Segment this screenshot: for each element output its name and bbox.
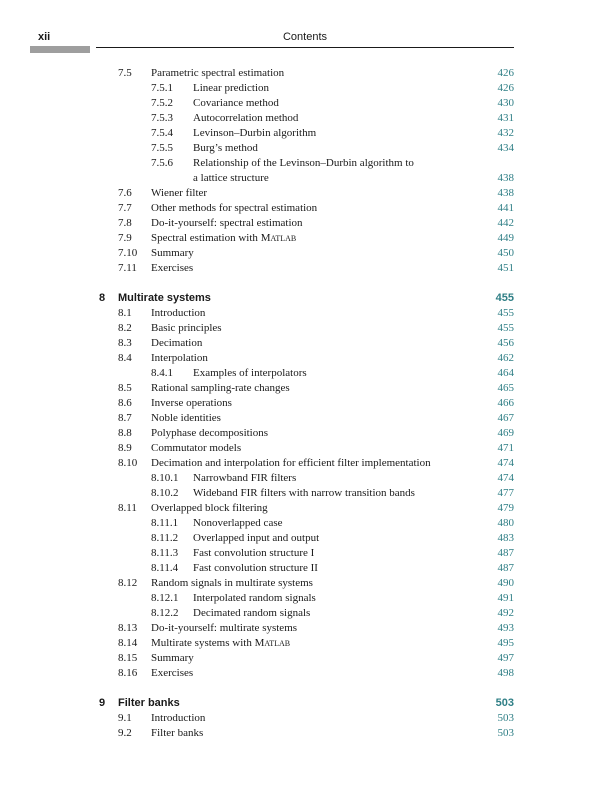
toc-entry-page: 497 xyxy=(497,652,514,664)
toc-entry-number: 8 xyxy=(99,292,106,304)
toc-entry-number: 8.16 xyxy=(118,667,138,679)
toc-entry-page: 503 xyxy=(497,712,514,724)
toc-entry-title: Wideband FIR filters with narrow transition bands xyxy=(193,487,415,499)
toc-section-row[interactable] xyxy=(0,711,608,726)
toc-entry-title: Decimated random signals xyxy=(193,607,311,619)
toc-entry-page: 477 xyxy=(497,487,514,499)
toc-entry-title: Overlapped input and output xyxy=(193,532,320,544)
toc-entry-number: 8.4 xyxy=(118,352,132,364)
toc-subsection-row[interactable] xyxy=(0,546,608,561)
toc-section-row[interactable] xyxy=(0,201,608,216)
toc-entry-number: 9 xyxy=(99,697,106,709)
toc-entry-title: Introduction xyxy=(151,712,206,724)
toc-entry-number: 7.5.1 xyxy=(151,82,173,94)
toc-entry-number: 8.3 xyxy=(118,337,132,349)
toc-entry-number: 8.5 xyxy=(118,382,132,394)
toc-entry-page: 450 xyxy=(497,247,514,259)
toc-subsection-row[interactable] xyxy=(0,366,608,381)
toc-entry-title: Decimation and interpolation for efficient filter implementation xyxy=(151,457,431,469)
toc-entry-title: Linear prediction xyxy=(193,82,270,94)
toc-entry-page: 492 xyxy=(497,607,514,619)
toc-entry-title: Filter banks xyxy=(151,727,204,739)
toc-entry-page: 431 xyxy=(497,112,514,124)
toc-entry-title: Exercises xyxy=(151,262,194,274)
toc-section-row[interactable] xyxy=(0,246,608,261)
toc-entry-number: 8.15 xyxy=(118,652,138,664)
toc-chapter-row[interactable] xyxy=(0,291,608,306)
toc-subsection-row[interactable] xyxy=(0,81,608,96)
toc-entry-page: 487 xyxy=(497,562,514,574)
toc-entry-number: 7.11 xyxy=(118,262,137,274)
toc-section-row[interactable] xyxy=(0,261,608,276)
toc-entry-number: 7.6 xyxy=(118,187,132,199)
toc-subsection-row[interactable] xyxy=(0,606,608,621)
toc-entry-title: Examples of interpolators xyxy=(193,367,307,379)
toc-subsection-row[interactable] xyxy=(0,156,608,171)
toc-entry-title: Relationship of the Levinson–Durbin algorithm to xyxy=(193,157,414,169)
toc-entry-number: 7.5 xyxy=(118,67,132,79)
page-header xyxy=(0,0,608,60)
toc-section-row[interactable] xyxy=(0,321,608,336)
toc-entry-page: 464 xyxy=(497,367,514,379)
toc-entry-page: 442 xyxy=(497,217,514,229)
toc-entry-page: 493 xyxy=(497,622,514,634)
toc-section-row[interactable] xyxy=(0,501,608,516)
toc-entry-number: 8.1 xyxy=(118,307,132,319)
toc-entry-page: 432 xyxy=(497,127,514,139)
table-of-contents xyxy=(0,66,608,741)
toc-subsection-row[interactable] xyxy=(0,126,608,141)
toc-entry-page: 455 xyxy=(497,307,514,319)
toc-entry-title: Overlapped block filtering xyxy=(151,502,268,514)
toc-entry-title: Fast convolution structure I xyxy=(193,547,315,559)
page-number: xii xyxy=(38,31,51,43)
toc-entry-number: 8.12.2 xyxy=(151,607,179,619)
toc-section-row[interactable] xyxy=(0,666,608,681)
toc-entry-number: 9.1 xyxy=(118,712,132,724)
toc-section-row[interactable] xyxy=(0,576,608,591)
toc-entry-title: Covariance method xyxy=(193,97,279,109)
toc-entry-number: 7.5.4 xyxy=(151,127,173,139)
toc-gap xyxy=(0,681,608,696)
toc-entry-title: Inverse operations xyxy=(151,397,232,409)
toc-section-row[interactable] xyxy=(0,441,608,456)
toc-subsection-row[interactable] xyxy=(0,591,608,606)
toc-entry-page: 434 xyxy=(497,142,514,154)
toc-subsection-row[interactable] xyxy=(0,531,608,546)
toc-entry-number: 8.4.1 xyxy=(151,367,173,379)
toc-entry-page: 491 xyxy=(497,592,514,604)
toc-gap xyxy=(0,276,608,291)
toc-entry-title: Summary xyxy=(151,247,194,259)
toc-entry-number: 8.11 xyxy=(118,502,137,514)
toc-entry-title: Commutator models xyxy=(151,442,242,454)
toc-entry-title: Exercises xyxy=(151,667,194,679)
toc-entry-page: 467 xyxy=(497,412,514,424)
toc-entry-page: 438 xyxy=(497,172,514,184)
toc-entry-page: 474 xyxy=(497,457,514,469)
toc-section-row[interactable] xyxy=(0,426,608,441)
toc-section-row[interactable] xyxy=(0,651,608,666)
toc-entry-page: 469 xyxy=(497,427,514,439)
toc-entry-title: Noble identities xyxy=(151,412,221,424)
toc-entry-title: Parametric spectral estimation xyxy=(151,67,285,79)
toc-entry-page: 426 xyxy=(497,67,514,79)
toc-section-row[interactable] xyxy=(0,621,608,636)
toc-entry-page: 498 xyxy=(497,667,514,679)
toc-entry-number: 8.8 xyxy=(118,427,132,439)
toc-entry-page: 495 xyxy=(497,637,514,649)
toc-section-row[interactable] xyxy=(0,336,608,351)
toc-entry-title: Burg’s method xyxy=(193,142,258,154)
toc-section-row[interactable] xyxy=(0,726,608,741)
toc-entry-number: 8.11.3 xyxy=(151,547,179,559)
toc-entry-page: 479 xyxy=(497,502,514,514)
toc-entry-title: Summary xyxy=(151,652,194,664)
toc-entry-title: Levinson–Durbin algorithm xyxy=(193,127,317,139)
toc-subsection-row[interactable] xyxy=(0,486,608,501)
toc-entry-title: Polyphase decompositions xyxy=(151,427,269,439)
toc-entry-page: 503 xyxy=(495,697,514,709)
toc-entry-title: Filter banks xyxy=(118,697,180,709)
toc-subsection-row[interactable] xyxy=(0,171,608,186)
toc-entry-number: 8.9 xyxy=(118,442,132,454)
toc-entry-page: 449 xyxy=(497,232,514,244)
header-tab-bar xyxy=(30,46,90,53)
toc-section-row[interactable] xyxy=(0,231,608,246)
toc-entry-number: 8.2 xyxy=(118,322,132,334)
toc-entry-number: 8.7 xyxy=(118,412,132,424)
toc-subsection-row[interactable] xyxy=(0,561,608,576)
toc-section-row[interactable] xyxy=(0,411,608,426)
toc-entry-number: 8.11.2 xyxy=(151,532,179,544)
toc-entry-title: Do-it-yourself: spectral estimation xyxy=(151,217,303,229)
toc-entry-number: 8.13 xyxy=(118,622,138,634)
toc-entry-number: 8.6 xyxy=(118,397,132,409)
toc-entry-number: 8.10 xyxy=(118,457,138,469)
toc-entry-number: 7.8 xyxy=(118,217,132,229)
toc-entry-title: Autocorrelation method xyxy=(193,112,299,124)
toc-entry-page: 438 xyxy=(497,187,514,199)
toc-entry-title: Do-it-yourself: multirate systems xyxy=(151,622,298,634)
toc-section-row[interactable] xyxy=(0,381,608,396)
toc-entry-title: Nonoverlapped case xyxy=(193,517,283,529)
toc-entry-title: Interpolated random signals xyxy=(193,592,316,604)
toc-entry-page: 471 xyxy=(497,442,514,454)
toc-entry-number: 8.14 xyxy=(118,637,138,649)
toc-section-row[interactable] xyxy=(0,396,608,411)
toc-entry-number: 7.10 xyxy=(118,247,138,259)
toc-entry-page: 455 xyxy=(495,292,514,304)
toc-entry-title: Rational sampling-rate changes xyxy=(151,382,290,394)
toc-entry-number: 7.5.5 xyxy=(151,142,173,154)
toc-chapter-row[interactable] xyxy=(0,696,608,711)
toc-entry-number: 8.12 xyxy=(118,577,138,589)
toc-entry-number: 8.11.1 xyxy=(151,517,179,529)
running-head: Contents xyxy=(282,31,328,43)
toc-entry-page: 451 xyxy=(497,262,514,274)
toc-entry-page: 456 xyxy=(497,337,514,349)
toc-subsection-row[interactable] xyxy=(0,471,608,486)
toc-entry-title: Multirate systems xyxy=(118,292,211,304)
toc-subsection-row[interactable] xyxy=(0,96,608,111)
toc-section-row[interactable] xyxy=(0,66,608,81)
toc-entry-number: 8.10.1 xyxy=(151,472,179,484)
toc-entry-title: Basic principles xyxy=(151,322,222,334)
toc-subsection-row[interactable] xyxy=(0,516,608,531)
toc-section-row[interactable] xyxy=(0,351,608,366)
toc-entry-title: Interpolation xyxy=(151,352,208,364)
toc-entry-number: 7.9 xyxy=(118,232,132,244)
toc-entry-page: 441 xyxy=(497,202,514,214)
toc-section-row[interactable] xyxy=(0,456,608,471)
toc-entry-title: Fast convolution structure II xyxy=(193,562,318,574)
toc-entry-number: 9.2 xyxy=(118,727,132,739)
toc-entry-title: Multirate systems with Matlab xyxy=(151,637,291,649)
toc-subsection-row[interactable] xyxy=(0,141,608,156)
toc-entry-number: 8.11.4 xyxy=(151,562,179,574)
toc-entry-page: 483 xyxy=(497,532,514,544)
toc-entry-page: 480 xyxy=(497,517,514,529)
toc-entry-page: 462 xyxy=(497,352,514,364)
toc-entry-title: a lattice structure xyxy=(193,172,269,184)
toc-entry-number: 7.5.6 xyxy=(151,157,173,169)
toc-entry-page: 487 xyxy=(497,547,514,559)
toc-entry-page: 430 xyxy=(497,97,514,109)
toc-entry-title: Random signals in multirate systems xyxy=(151,577,313,589)
toc-entry-page: 465 xyxy=(497,382,514,394)
toc-section-row[interactable] xyxy=(0,216,608,231)
toc-entry-title: Decimation xyxy=(151,337,203,349)
toc-section-row[interactable] xyxy=(0,186,608,201)
toc-entry-title: Wiener filter xyxy=(151,187,208,199)
toc-entry-page: 466 xyxy=(497,397,514,409)
header-rule xyxy=(96,47,514,48)
toc-entry-page: 474 xyxy=(497,472,514,484)
toc-entry-number: 8.12.1 xyxy=(151,592,179,604)
toc-entry-title: Introduction xyxy=(151,307,206,319)
toc-section-row[interactable] xyxy=(0,636,608,651)
toc-entry-page: 455 xyxy=(497,322,514,334)
toc-entry-number: 8.10.2 xyxy=(151,487,179,499)
toc-entry-title: Other methods for spectral estimation xyxy=(151,202,318,214)
toc-subsection-row[interactable] xyxy=(0,111,608,126)
toc-entry-title: Narrowband FIR filters xyxy=(193,472,297,484)
toc-entry-page: 503 xyxy=(497,727,514,739)
toc-entry-number: 7.7 xyxy=(118,202,132,214)
toc-entry-page: 426 xyxy=(497,82,514,94)
toc-entry-number: 7.5.2 xyxy=(151,97,173,109)
toc-entry-page: 490 xyxy=(497,577,514,589)
toc-entry-number: 7.5.3 xyxy=(151,112,173,124)
toc-entry-title: Spectral estimation with Matlab xyxy=(151,232,297,244)
toc-section-row[interactable] xyxy=(0,306,608,321)
